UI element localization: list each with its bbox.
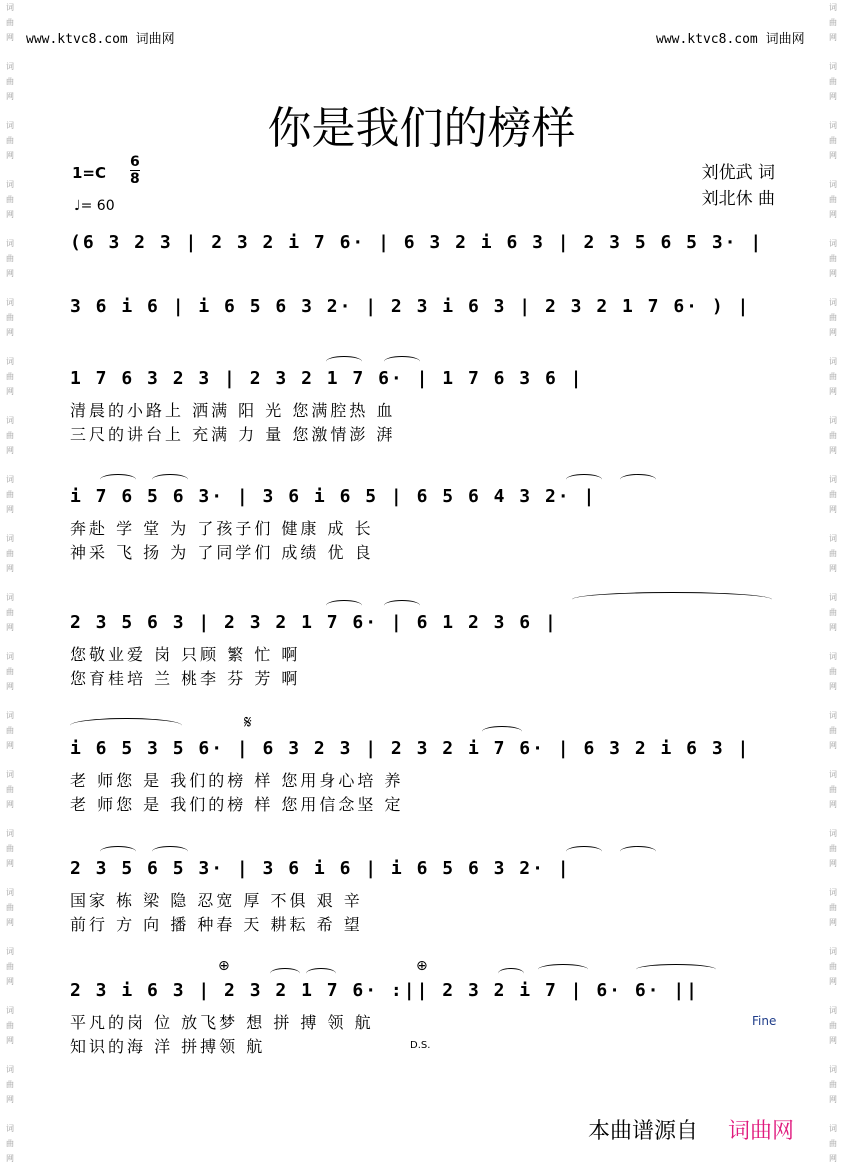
watermark-text: 词 曲 网 [829,947,837,986]
watermark-text: 词 曲 网 [829,357,837,396]
lyric-verse-1: 老 师您 是 我们的榜 样 您用身心培 养 [70,771,404,790]
watermark-text: 词 曲 网 [829,121,837,160]
watermark-text: 词 曲 网 [829,1124,837,1163]
slur [100,474,136,485]
key-signature: 1=C [72,164,107,182]
slur [70,718,182,733]
lyric-verse-2: 三尺的讲台上 充满 力 量 您激情澎 湃 [70,425,396,444]
watermark-text: 词 曲 网 [6,947,14,986]
watermark-text: 词 曲 网 [6,357,14,396]
slur [326,600,362,611]
watermark-text: 词 曲 网 [6,593,14,632]
slur [270,968,300,979]
lyric-verse-1: 清晨的小路上 洒满 阳 光 您满腔热 血 [70,401,396,420]
slur [306,968,336,979]
time-signature-bottom: 8 [130,171,140,187]
watermark-text: 词 曲 网 [829,1006,837,1045]
watermark-text: 词 曲 网 [829,298,837,337]
lyric-verse-1: 国家 栋 梁 隐 忍宽 厚 不俱 艰 辛 [70,891,363,910]
slur [498,968,524,979]
slur [384,600,420,611]
watermark-text: 词 曲 网 [6,416,14,455]
watermark-text: 词 曲 网 [829,416,837,455]
lyric-verse-1: 您敬业爱 岗 只顾 繁 忙 啊 [70,645,301,664]
lyric-verse-1: 奔赴 学 堂 为 了孩子们 健康 成 长 [70,519,374,538]
coda-sign: ⊕ [218,958,230,974]
slur [482,726,522,737]
watermark-text: 词 曲 网 [6,1065,14,1104]
watermark-text: 词 曲 网 [829,888,837,927]
slur [620,474,656,485]
watermark-text: 词 曲 网 [6,239,14,278]
lyric-verse-2: 神采 飞 扬 为 了同学们 成绩 优 良 [70,543,374,562]
notes-line: (6 3 2 3 | 2 3 2 i 7 6· | 6 3 2 i 6 3 | 2 3 5 6 5 3· | [70,232,764,253]
notes-line: 2 3 5 6 3 | 2 3 2 1 7 6· | 6 1 2 3 6 | [70,612,558,633]
segno-sign: 𝄋 [244,712,252,733]
slur [538,964,588,975]
lyric-verse-2: 知识的海 洋 拼搏领 航 [70,1037,266,1056]
coda-sign: ⊕ [416,958,428,974]
notes-line: 3 6 i 6 | i 6 5 6 3 2· | 2 3 i 6 3 | 2 3 2 1 7 6· ) | [70,296,751,317]
tempo-marking: ♩= 60 [74,198,115,214]
watermark-right [823,0,843,1172]
ds-marking: D.S. [410,1040,431,1051]
slur [326,356,362,367]
watermark-text: 词 曲 网 [829,180,837,219]
watermark-text: 词 曲 网 [6,3,14,42]
watermark-text: 词 曲 网 [6,475,14,514]
watermark-text: 词 曲 网 [6,62,14,101]
watermark-text: 词 曲 网 [829,770,837,809]
watermark-text: 词 曲 网 [6,1124,14,1163]
lyric-verse-2: 老 师您 是 我们的榜 样 您用信念坚 定 [70,795,404,814]
slur [620,846,656,857]
watermark-text: 词 曲 网 [829,829,837,868]
lyric-verse-2: 前行 方 向 播 种春 天 耕耘 希 望 [70,915,363,934]
watermark-text: 词 曲 网 [829,534,837,573]
watermark-text: 词 曲 网 [6,298,14,337]
slur [152,846,188,857]
fine-marking: Fine [752,1014,777,1028]
footer-source-label: 本曲谱源自 [588,1119,699,1144]
slur [566,474,602,485]
watermark-text: 词 曲 网 [6,711,14,750]
watermark-text: 词 曲 网 [6,829,14,868]
watermark-text: 词 曲 网 [829,62,837,101]
watermark-text: 词 曲 网 [6,180,14,219]
composer: 刘北休 曲 [701,189,775,209]
slur [572,592,772,607]
notes-line: i 6 5 3 5 6· | 6 3 2 3 | 2 3 2 i 7 6· | 6 3 2 i 6 3 | [70,738,751,759]
footer-source-site[interactable]: 词曲网 [728,1119,795,1144]
slur [384,356,420,367]
watermark-text: 词 曲 网 [829,593,837,632]
watermark-text: 词 曲 网 [6,888,14,927]
lyric-verse-1: 平凡的岗 位 放飞梦 想 拼 搏 领 航 [70,1013,374,1032]
url-right: www.ktvc8.com 词曲网 [656,32,805,47]
watermark-text: 词 曲 网 [829,475,837,514]
notes-line: 2 3 5 6 5 3· | 3 6 i 6 | i 6 5 6 3 2· | [70,858,571,879]
song-title: 你是我们的榜样 [267,103,576,154]
watermark-text: 词 曲 网 [6,770,14,809]
url-left: www.ktvc8.com 词曲网 [26,32,175,47]
slur [100,846,136,857]
notes-line: i 7 6 5 6 3· | 3 6 i 6 5 | 6 5 6 4 3 2· | [70,486,597,507]
watermark-text: 词 曲 网 [829,3,837,42]
notes-line: 2 3 i 6 3 | 2 3 2 1 7 6· :|| 2 3 2 i 7 | 6· 6· || [70,980,700,1001]
slur [636,964,716,975]
watermark-text: 词 曲 网 [829,1065,837,1104]
time-signature [130,154,140,187]
watermark-text: 词 曲 网 [829,711,837,750]
lyric-verse-2: 您育桂培 兰 桃李 芬 芳 啊 [70,669,301,688]
time-signature-top: 6 [130,154,140,170]
watermark-text: 词 曲 网 [6,1006,14,1045]
slur [566,846,602,857]
watermark-left [0,0,20,1172]
notes-line: 1 7 6 3 2 3 | 2 3 2 1 7 6· | 1 7 6 3 6 | [70,368,584,389]
slur [152,474,188,485]
watermark-text: 词 曲 网 [6,121,14,160]
watermark-text: 词 曲 网 [6,534,14,573]
lyricist: 刘优武 词 [701,163,775,183]
watermark-text: 词 曲 网 [6,652,14,691]
watermark-text: 词 曲 网 [829,652,837,691]
watermark-text: 词 曲 网 [829,239,837,278]
